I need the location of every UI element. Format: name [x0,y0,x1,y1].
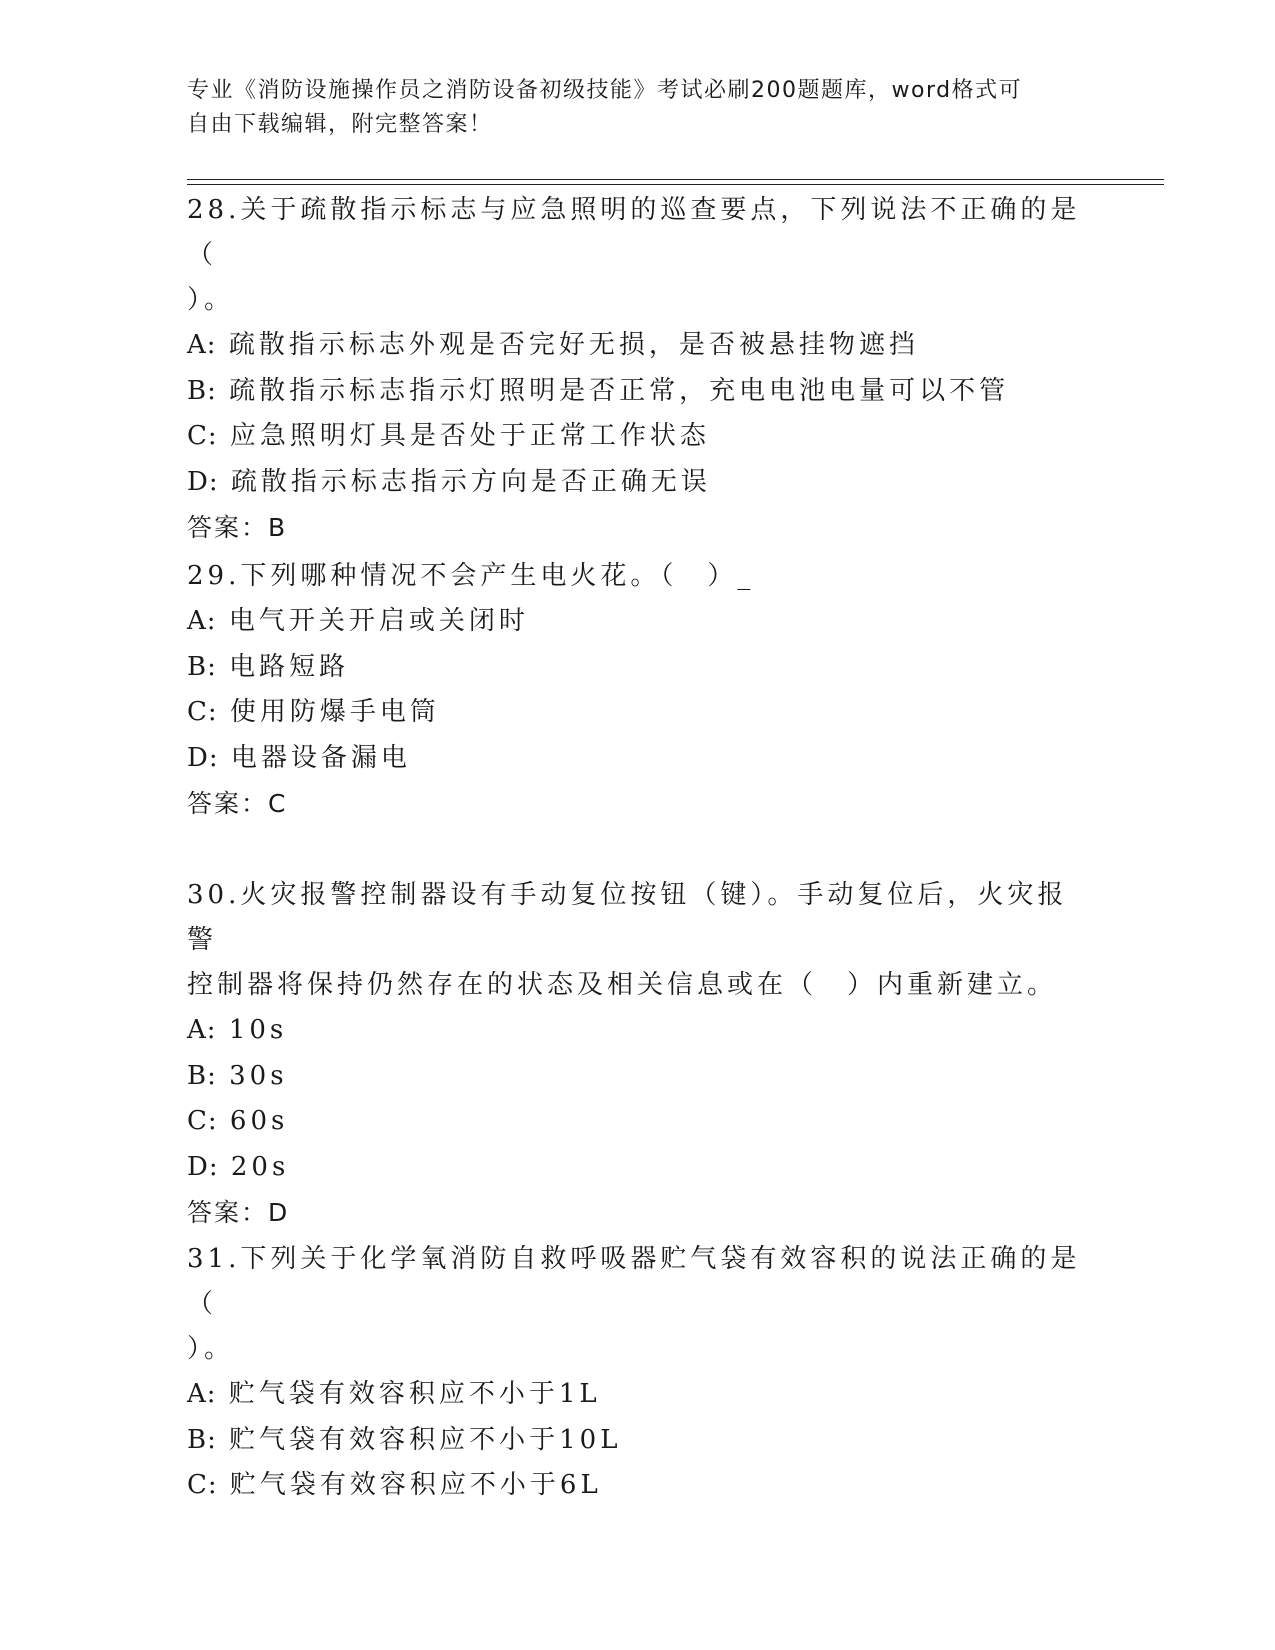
option-letter: D: [187,742,219,773]
option-letter: A: [187,1379,217,1409]
header-title-line-2: 自由下载编辑，附完整答案！ [187,112,493,137]
option-letter: A: [187,330,217,360]
question-stem: 29.下列哪种情况不会产生电火花。（ ）_ [187,561,755,591]
question-stem-continued: ）。 [187,285,235,315]
option-letter: A: [187,606,217,636]
question-stem-continued: 控制器将保持仍然存在的状态及相关信息或在（ ）内重新建立。 [187,970,1058,1000]
header-divider-top [187,179,1164,180]
question-29 [187,554,1087,826]
option-letter: C: [187,697,218,727]
option-text: 电器设备漏电 [230,742,411,773]
option-d [187,736,1087,782]
option-text: 使用防爆手电筒 [229,697,440,727]
question-stem: 31.下列关于化学氧消防自救呼吸器贮气袋有效容积的说法正确的是（ [187,1244,1081,1319]
header-title-line-1: 专业《消防设施操作员之消防设备初级技能》考试必刷200题题库，word格式可 [187,78,1023,103]
header-divider-bottom [187,184,1164,185]
option-b [187,1054,1087,1100]
option-letter: B: [187,1060,217,1091]
option-d [187,1145,1087,1191]
option-letter: C: [187,421,218,451]
option-text: 贮气袋有效容积应不小于6L [229,1470,602,1500]
option-text: 20s [230,1151,290,1182]
option-a [187,1372,1087,1418]
option-b [187,1418,1087,1464]
question-30 [187,873,1087,1235]
option-c [187,1099,1087,1145]
question-31 [187,1237,1087,1509]
option-text: 应急照明灯具是否处于正常工作状态 [229,421,710,451]
option-a [187,599,1087,645]
option-d [187,460,1087,506]
option-text: 疏散指示标志指示方向是否正确无误 [230,466,711,497]
option-text: 30s [229,1060,288,1091]
answer-label: 答案：D [187,1198,290,1227]
option-b [187,369,1087,415]
option-letter: C: [187,1470,218,1500]
option-text: 60s [229,1106,289,1136]
option-a [187,323,1087,369]
question-stem-continued: ）。 [187,1334,235,1364]
option-letter: C: [187,1106,218,1136]
option-c [187,690,1087,736]
option-c [187,1463,1087,1509]
option-letter: A: [187,1015,217,1045]
option-text: 10s [228,1015,288,1045]
option-text: 电气开关开启或关闭时 [228,606,529,636]
option-letter: D: [187,1151,219,1182]
option-text: 贮气袋有效容积应不小于1L [228,1379,601,1409]
question-stem: 30.火灾报警控制器设有手动复位按钮（键）。手动复位后，火灾报警 [187,880,1068,955]
option-a [187,1008,1087,1054]
option-text: 疏散指示标志外观是否完好无损，是否被悬挂物遮挡 [228,330,919,360]
option-letter: D: [187,466,219,497]
option-b [187,645,1087,691]
question-stem: 28.关于疏散指示标志与应急照明的巡查要点，下列说法不正确的是（ [187,195,1081,270]
document-header [187,74,1087,142]
option-letter: B: [187,375,217,406]
option-c [187,414,1087,460]
answer-label: 答案：C [187,789,288,818]
option-letter: B: [187,651,217,682]
option-text: 电路短路 [229,651,350,682]
option-text: 贮气袋有效容积应不小于10L [229,1424,622,1455]
option-text: 疏散指示标志指示灯照明是否正常，充电电池电量可以不管 [229,375,1010,406]
option-letter: B: [187,1424,217,1455]
question-28 [187,188,1087,550]
answer-label: 答案：B [187,513,288,542]
